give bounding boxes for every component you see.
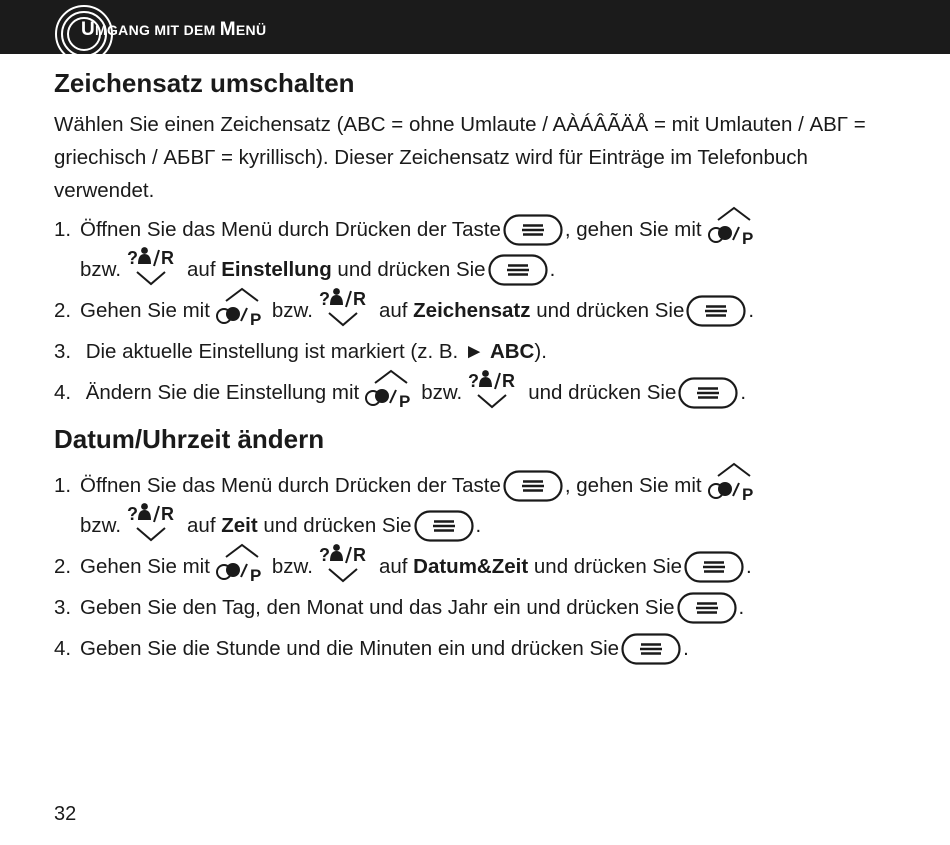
navigation-key-p-icon [704, 460, 762, 504]
step-1-line-1: 1. Öffnen Sie das Menü durch Drücken der Taste , gehen Sie mit [54, 470, 764, 502]
header-title: UMGANG MIT DEM MENÜ [81, 19, 267, 40]
phonebook-key-r-icon [317, 285, 375, 329]
step-2: 2. Gehen Sie mit bzw. auf Datum&Zeit und drücken Sie . [54, 551, 752, 583]
section-heading-datum: Datum/Uhrzeit ändern [54, 424, 325, 454]
phonebook-key-r-icon [125, 500, 183, 544]
menu-key-icon [677, 592, 737, 624]
step-2: 2. Gehen Sie mit bzw. auf Zeichensatz und drücken Sie . [54, 295, 754, 327]
menu-key-icon [503, 470, 563, 502]
step-4: 4. Geben Sie die Stunde und die Minuten ein und drücken Sie . [54, 633, 689, 665]
step-3: 3. Geben Sie den Tag, den Monat und das Jahr ein und drücken Sie . [54, 592, 744, 624]
step-1-line-1: 1. Öffnen Sie das Menü durch Drücken der Taste , gehen Sie mit [54, 214, 764, 246]
step-number: 1. [54, 218, 72, 241]
step-1-line-2: bzw. auf Einstellung und drücken Sie . [80, 254, 555, 286]
header-bar [0, 0, 950, 54]
phonebook-key-r-icon [317, 541, 375, 585]
phonebook-key-r-icon [125, 244, 183, 288]
step-3: 3. Die aktuelle Einstellung ist markiert (z. B. ► ABC ). [54, 340, 547, 363]
phonebook-key-r-icon [466, 367, 524, 411]
menu-key-icon [686, 295, 746, 327]
navigation-key-p-icon [361, 367, 419, 411]
intro-paragraph: Wählen Sie einen Zeichensatz (ABC = ohne Umlaute / AÀÁÂÃÄÅ = mit Umlauten / ΑΒΓ = griechisch / АБВГ = kyrillisch). Dieser Zeichensatz wird für Einträge im Telefonbuch verwendet. [54, 113, 866, 202]
menu-key-icon [414, 510, 474, 542]
section-heading-zeichensatz: Zeichensatz umschalten [54, 68, 355, 98]
page-number: 32 [54, 803, 77, 825]
navigation-key-p-icon [212, 541, 270, 585]
navigation-key-p-icon [212, 285, 270, 329]
menu-key-icon [488, 254, 548, 286]
navigation-key-p-icon [704, 204, 762, 248]
menu-key-icon [503, 214, 563, 246]
menu-key-icon [621, 633, 681, 665]
step-1-line-2: bzw. auf Zeit und drücken Sie . [80, 510, 481, 542]
menu-key-icon [678, 377, 738, 409]
menu-key-icon [684, 551, 744, 583]
step-4: 4. Ändern Sie die Einstellung mit bzw. und drücken Sie . [54, 377, 746, 409]
